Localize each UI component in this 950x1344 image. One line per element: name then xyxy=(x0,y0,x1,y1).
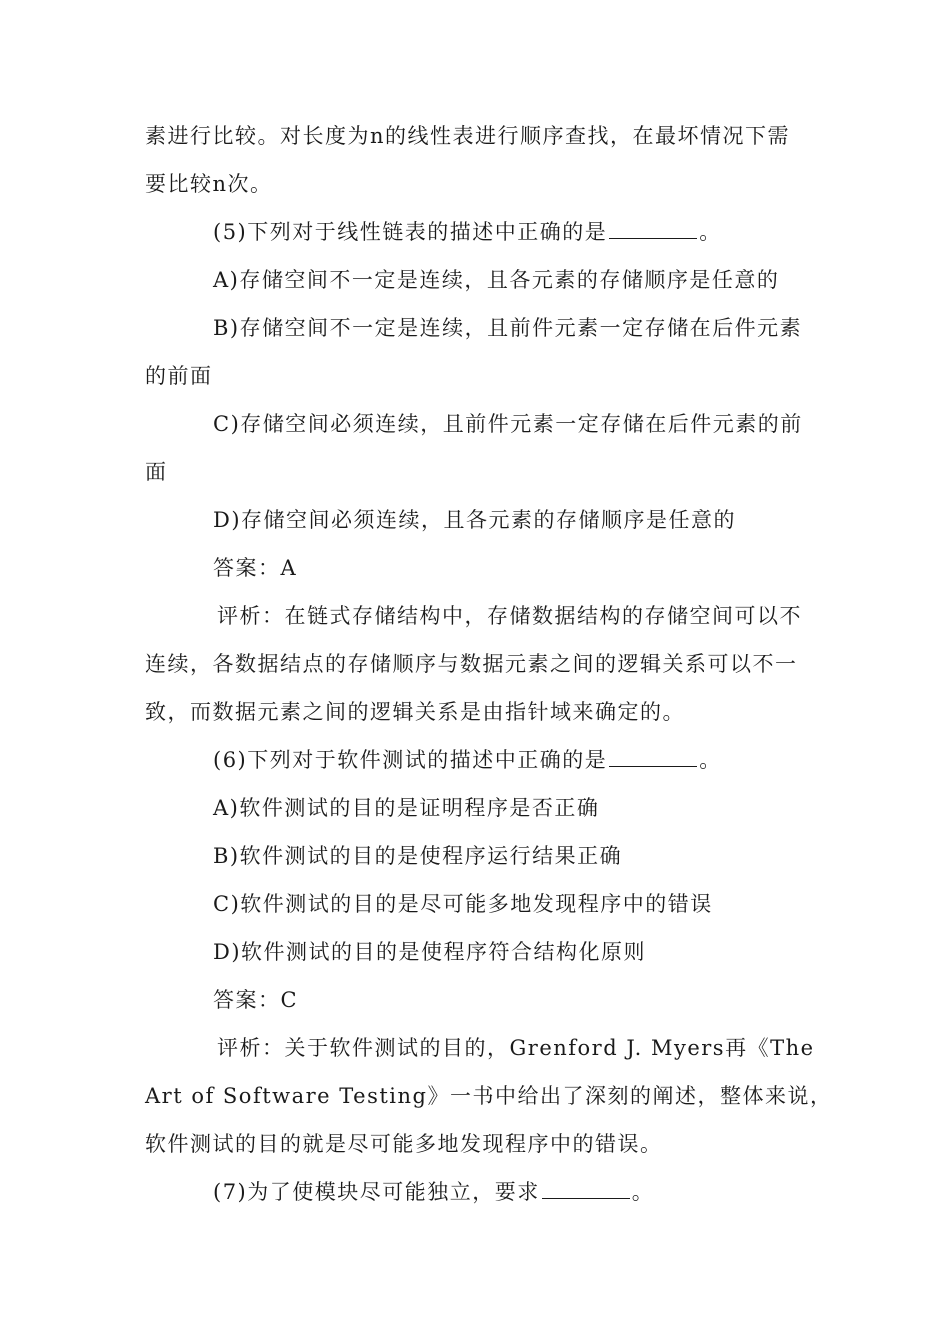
analysis-text: 评析：在链式存储结构中，存储数据结构的存储空间可以不 xyxy=(217,604,802,628)
answer-blank xyxy=(609,208,697,239)
text-line: 软件测试的目的就是尽可能多地发现程序中的错误。 xyxy=(145,1132,663,1156)
text-line: 的前面 xyxy=(145,364,213,388)
option-d: D)软件测试的目的是使程序符合结构化原则 xyxy=(213,940,647,964)
answer-label: 答案：C xyxy=(213,988,299,1012)
question-end: 。 xyxy=(699,220,722,244)
text-line: 要比较n次。 xyxy=(145,172,273,196)
question-5 xyxy=(145,208,810,256)
question-6 xyxy=(145,736,810,784)
option-d: D)存储空间必须连续，且各元素的存储顺序是任意的 xyxy=(213,508,737,532)
answer-label: 答案：A xyxy=(213,556,298,580)
option-c: C)存储空间必须连续，且前件元素一定存储在后件元素的前 xyxy=(213,412,803,436)
option-a: A)存储空间不一定是连续，且各元素的存储顺序是任意的 xyxy=(213,268,780,292)
text-line: Art of Software Testing》一书中给出了深刻的阐述，整体来说， xyxy=(145,1084,833,1108)
option-b: B)存储空间不一定是连续，且前件元素一定存储在后件元素 xyxy=(213,316,803,340)
text-line: 素进行比较。对长度为n的线性表进行顺序查找，在最坏情况下需 xyxy=(145,124,791,148)
question-7 xyxy=(145,1168,810,1216)
question-text: (7)为了使模块尽可能独立，要求 xyxy=(213,1180,540,1204)
text-line: 面 xyxy=(145,460,168,484)
answer-blank xyxy=(542,1168,630,1199)
option-b: B)软件测试的目的是使程序运行结果正确 xyxy=(213,844,623,868)
answer-blank xyxy=(609,736,697,767)
text-line: 致，而数据元素之间的逻辑关系是由指针域来确定的。 xyxy=(145,700,685,724)
option-a: A)软件测试的目的是证明程序是否正确 xyxy=(213,796,600,820)
analysis-text: 评析：关于软件测试的目的，Grenford J. Myers再《The xyxy=(217,1036,815,1060)
question-end: 。 xyxy=(699,748,722,772)
question-text: (6)下列对于软件测试的描述中正确的是 xyxy=(213,748,608,772)
question-end: 。 xyxy=(631,1180,655,1204)
text-line: 连续，各数据结点的存储顺序与数据元素之间的逻辑关系可以不一 xyxy=(145,652,798,676)
document-page xyxy=(145,112,833,1216)
question-text: (5)下列对于线性链表的描述中正确的是 xyxy=(213,220,608,244)
option-c: C)软件测试的目的是尽可能多地发现程序中的错误 xyxy=(213,892,713,916)
